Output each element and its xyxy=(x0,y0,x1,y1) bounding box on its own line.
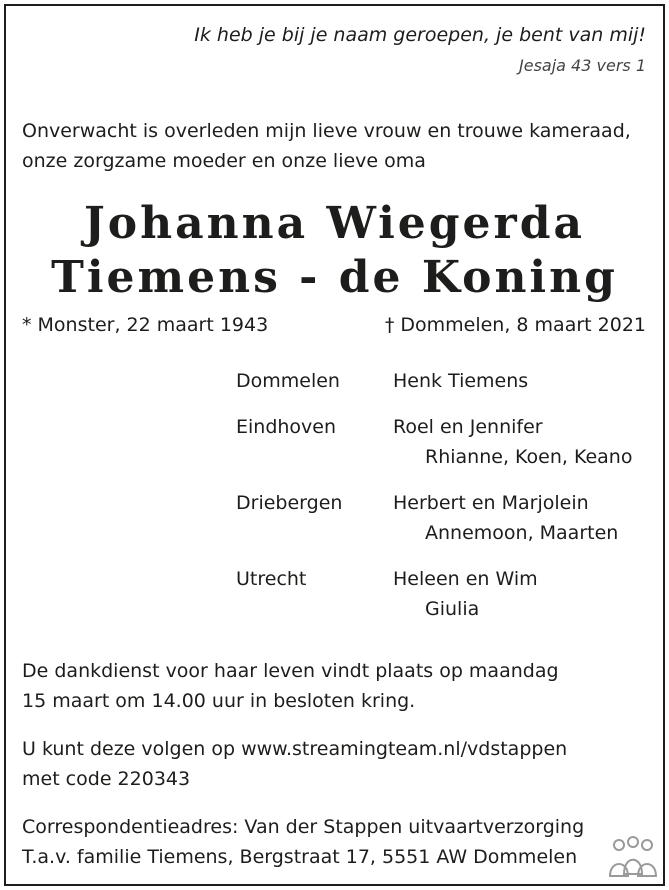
service-line-2: 15 maart om 14.00 uur in besloten kring. xyxy=(22,690,416,712)
intro-line-1: Onverwacht is overleden mijn lieve vrouw en trouwe kameraad, xyxy=(22,120,631,142)
service-text xyxy=(22,656,559,716)
family-place: Eindhoven xyxy=(236,416,337,438)
family-place: Dommelen xyxy=(236,370,340,392)
bible-quote-reference: Jesaja 43 vers 1 xyxy=(519,56,646,75)
family-children: Giulia xyxy=(425,598,480,620)
family-names: Henk Tiemens xyxy=(393,370,529,392)
family-names: Herbert en Marjolein xyxy=(393,492,589,514)
streaming-line-2: met code 220343 xyxy=(22,768,191,790)
correspondence-line-2: T.a.v. familie Tiemens, Bergstraat 17, 5551 AW Dommelen xyxy=(22,846,578,868)
correspondence-address xyxy=(22,812,584,872)
service-line-1: De dankdienst voor haar leven vindt plaats op maandag xyxy=(22,660,559,682)
family-place: Driebergen xyxy=(236,492,343,514)
family-children: Annemoon, Maarten xyxy=(425,522,619,544)
family-names: Roel en Jennifer xyxy=(393,416,543,438)
death-date: † Dommelen, 8 maart 2021 xyxy=(384,314,646,336)
family-names: Heleen en Wim xyxy=(393,568,538,590)
family-children: Rhianne, Koen, Keano xyxy=(425,446,633,468)
bible-quote: Ik heb je bij je naam geroepen, je bent van mij! xyxy=(194,24,646,46)
intro-line-2: onze zorgzame moeder en onze lieve oma xyxy=(22,150,426,172)
family-place: Utrecht xyxy=(236,568,307,590)
family-figures-icon xyxy=(605,836,661,880)
streaming-text xyxy=(22,734,567,794)
birth-date: * Monster, 22 maart 1943 xyxy=(22,314,269,336)
streaming-line-1: U kunt deze volgen op www.streamingteam.nl/vdstappen xyxy=(22,738,568,760)
deceased-name-line-1: Johanna Wiegerda xyxy=(83,198,586,249)
deceased-name-line-2: Tiemens - de Koning xyxy=(51,252,618,303)
correspondence-line-1: Correspondentieadres: Van der Stappen uitvaartverzorging xyxy=(22,816,585,838)
intro-text xyxy=(22,116,631,176)
